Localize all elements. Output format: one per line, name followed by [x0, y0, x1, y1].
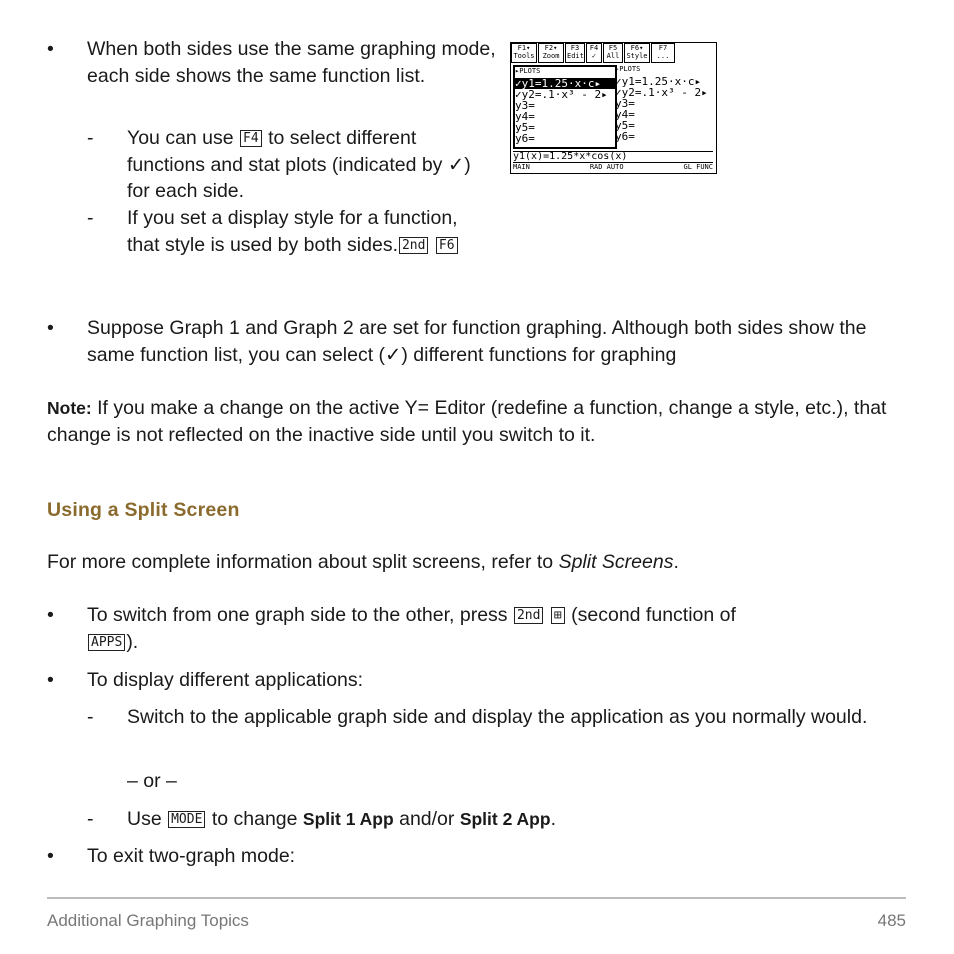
calc-toolbar-item: F1▾ Tools [511, 43, 537, 63]
mode-key: MODE [168, 811, 205, 828]
dash-text-pre: If you set a display style for a function, that style is used by both sides. [127, 207, 458, 256]
dash-text-pre: You can use [127, 127, 234, 149]
bullet3-mid: (second function of [571, 604, 736, 626]
calc-plots-label: ▸PLOTS [515, 67, 541, 75]
2nd-key: 2nd [514, 607, 543, 624]
f6-key: F6 [436, 237, 458, 254]
calc-function-row: y3= [515, 99, 535, 112]
dash4-post: . [550, 808, 556, 830]
calc-left-pane [513, 65, 617, 149]
calc-toolbar-item: F6▾ Style [624, 43, 650, 63]
split-screens-reference: Split Screens [558, 551, 674, 573]
note-text: If you make a change on the active Y= Editor (redefine a function, change a style, etc.), that change is not reflected on the inactive side until you switch to it. [47, 397, 887, 446]
bullet-text: To exit two-graph mode: [87, 845, 296, 867]
dash4-pre: Use [127, 808, 162, 830]
dash4-mid: to change [211, 808, 298, 830]
calc-toolbar-item: F3 Edit [565, 43, 585, 63]
note-label: Note: [47, 398, 92, 418]
calc-toolbar-item: F4 ✓ [586, 43, 602, 63]
calc-toolbar-item: F2▾ Zoom [538, 43, 564, 63]
calc-toolbar [511, 43, 716, 63]
calc-status-mode: RAD AUTO [589, 163, 624, 171]
bullet-marker: • [47, 38, 54, 60]
bullet-marker: • [47, 845, 54, 867]
footer-title: Additional Graphing Topics [47, 911, 249, 930]
or-separator: – or – [127, 770, 177, 792]
calc-entry-line: y1(x)=1.25*x*cos(x) [513, 151, 713, 162]
intro-paragraph [47, 549, 907, 576]
calc-function-row: y6= [515, 132, 535, 145]
dash-text-post: to select different functions and stat plots (indicated by ✓) for each side. [127, 127, 471, 202]
calc-function-row: y5= [615, 119, 635, 132]
calc-right-pane [615, 65, 713, 145]
split2-app-label: Split 2 App [459, 809, 551, 829]
bullet-text: To display different applications: [87, 669, 364, 691]
bullet-marker: • [47, 604, 54, 626]
dash-text [127, 806, 907, 833]
intro-pre: For more complete information about split screens, refer to [47, 551, 559, 573]
note-paragraph [47, 395, 907, 448]
bullet-text: Suppose Graph 1 and Graph 2 are set for function graphing. Although both sides show the same function list, you can select (✓) different functions for graphing [87, 317, 867, 366]
bullet-text [87, 602, 887, 655]
dash-text [127, 125, 472, 205]
calc-function-row: y4= [515, 110, 535, 123]
2nd-key: 2nd [399, 237, 428, 254]
footer-divider [47, 897, 906, 899]
f4-key: F4 [240, 130, 262, 147]
dash-marker: - [87, 706, 94, 728]
bullet-text: When both sides use the same graphing mode, each side shows the same function list. [87, 38, 496, 87]
calc-function-row: y5= [515, 121, 535, 134]
calc-function-row: ✓y2=.1·x³ - 2▸ [615, 86, 708, 99]
calc-plots-label: ▸PLOTS [615, 65, 641, 73]
calculator-screen [510, 42, 717, 174]
calc-function-row: ✓y1=1.25·x·c▸ [515, 78, 615, 89]
calc-function-row: y6= [615, 130, 635, 143]
calc-function-row: ✓y2=.1·x³ - 2▸ [515, 88, 608, 101]
dash-marker: - [87, 207, 94, 229]
calc-status-func: GL FUNC [683, 163, 713, 171]
bullet3-post: ). [126, 630, 139, 653]
dash-text: Switch to the applicable graph side and display the application as you normally would. [127, 706, 868, 728]
bullet-marker: • [47, 317, 54, 339]
bullet3-pre: To switch from one graph side to the other, press [87, 604, 508, 626]
calc-status-bar [513, 162, 713, 172]
bullet-marker: • [47, 669, 54, 691]
calc-function-row: y4= [615, 108, 635, 121]
intro-post: . [673, 551, 679, 573]
apps-key: APPS [88, 634, 125, 651]
split-screen-key: ⊞ [551, 607, 565, 624]
dash-text [127, 205, 472, 258]
section-heading: Using a Split Screen [47, 499, 240, 521]
dash4-and: and/or [399, 808, 455, 830]
split1-app-label: Split 1 App [302, 809, 394, 829]
calc-toolbar-item: F7 ... [651, 43, 675, 63]
calc-function-row: y3= [615, 97, 635, 110]
calc-status-main: MAIN [513, 163, 530, 171]
dash-marker: - [87, 127, 94, 149]
calc-toolbar-item: F5 All [603, 43, 623, 63]
page-number: 485 [877, 911, 906, 930]
calc-function-row: ✓y1=1.25·x·c▸ [615, 75, 702, 88]
dash-marker: - [87, 808, 94, 830]
